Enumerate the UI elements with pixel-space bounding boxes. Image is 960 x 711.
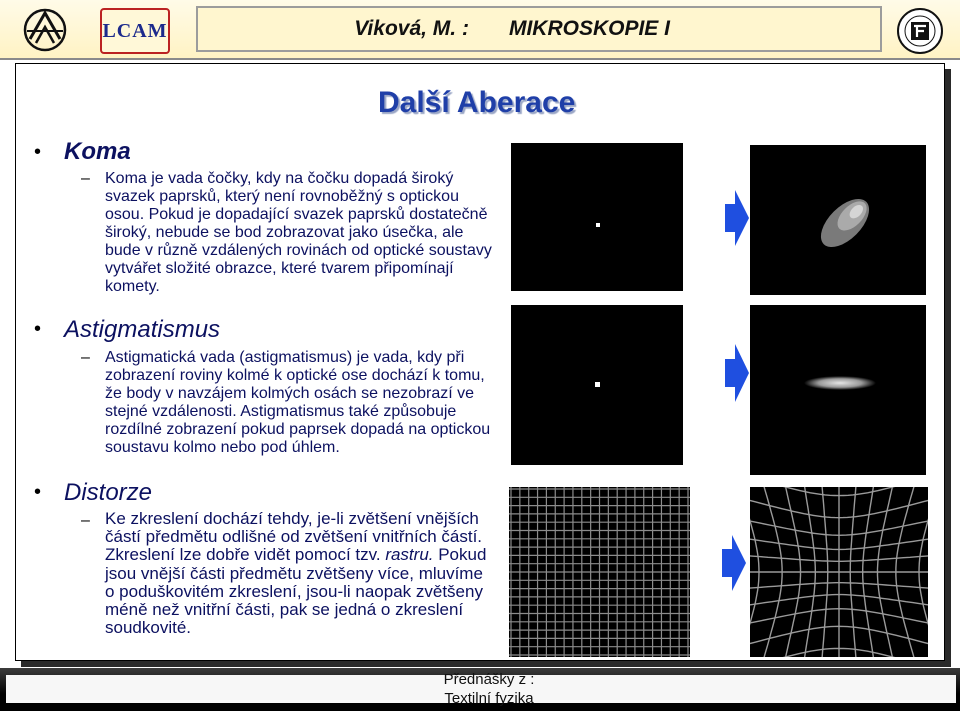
astigmatism-point-image — [511, 305, 683, 465]
footer-line-1: Přednášky z : — [443, 671, 535, 688]
lcam-logo-text: LCAM — [102, 19, 168, 42]
topic-distorze: Distorze — [64, 479, 153, 506]
left-logo-icon — [22, 7, 68, 53]
dash-distorze: – — [81, 512, 90, 529]
paragraph-koma: Koma je vada čočky, kdy na čočku dopadá široký svazek paprsků, který není rovnoběžný s optickou osou. Pokud je dopadající svazek paprsků dostatečně široký, nebude se bod zobrazovat jako úsečka, ale bude v různě vzdálených rovinách od optické soustavy vytvářet složité obrazce, které tvarem připomínají komety. — [105, 170, 492, 295]
course-title — [196, 6, 882, 52]
topic-koma: Koma — [64, 138, 131, 165]
arrow-right-icon — [725, 190, 749, 246]
arrow-right-icon — [722, 535, 746, 591]
astigmatism-result-image — [750, 305, 926, 475]
coma-result-image — [750, 145, 926, 295]
footer-line-2: Textilní fyzika — [444, 690, 534, 707]
bullet-distorze: • — [34, 481, 42, 503]
astigmatism-point-svg — [511, 305, 683, 465]
arrow-right-icon — [725, 344, 749, 402]
header-bar — [0, 0, 960, 60]
dash-koma: – — [81, 170, 90, 187]
author-label: Viková, M. : — [354, 17, 469, 40]
astigmatism-line-svg — [750, 305, 926, 475]
bullet-astigmatismus: • — [34, 318, 42, 340]
lcam-logo — [100, 8, 170, 54]
coma-point-image — [511, 143, 683, 291]
course-label: MIKROSKOPIE I — [508, 17, 670, 40]
footer-text — [435, 670, 543, 708]
coma-point-svg — [511, 143, 683, 291]
coma-comet-svg — [750, 145, 926, 295]
distorze-text-raster: rastru. — [385, 545, 434, 565]
paragraph-distorze — [105, 510, 489, 637]
topic-astigmatismus: Astigmatismus — [64, 316, 221, 343]
raster-grid-image — [509, 487, 690, 657]
dash-astigmatismus: – — [81, 349, 90, 366]
university-seal-logo — [893, 6, 947, 56]
slide-heading: Další Aberace — [378, 86, 576, 119]
paragraph-astigmatismus: Astigmatická vada (astigmatismus) je vada, kdy při zobrazení roviny kolmé k optické ose dochází k tomu, že body v navzájem kolmých osách se nezobrazí ve stejné vzdálenosti. Astigmatismus také způsobuje rozdílné zobrazení pokud paprsek dopadá na optickou soustavu kolmo nebo pod úhlem. — [105, 349, 491, 456]
pincushion-distortion-svg — [750, 487, 928, 657]
bullet-koma: • — [34, 141, 42, 163]
distorze-text-after: Pokud jsou vnější části předmětu zvětšeny více, mluvíme o poduškovitém zkreslení, jsou-li naopak zvětšeny méně než vnitřní části, pak se jedná o zkreslení soudkovité. — [105, 545, 487, 638]
raster-grid-svg — [509, 487, 690, 657]
distorze-text-before: Ke zkreslení dochází tehdy, je-li zvětšení vnějších částí předmětu odlišné od zvětšení vnitřních částí. Zkreslení lze dobře vidět pomocí tzv. — [105, 509, 483, 565]
pincushion-distortion-image — [750, 487, 928, 657]
